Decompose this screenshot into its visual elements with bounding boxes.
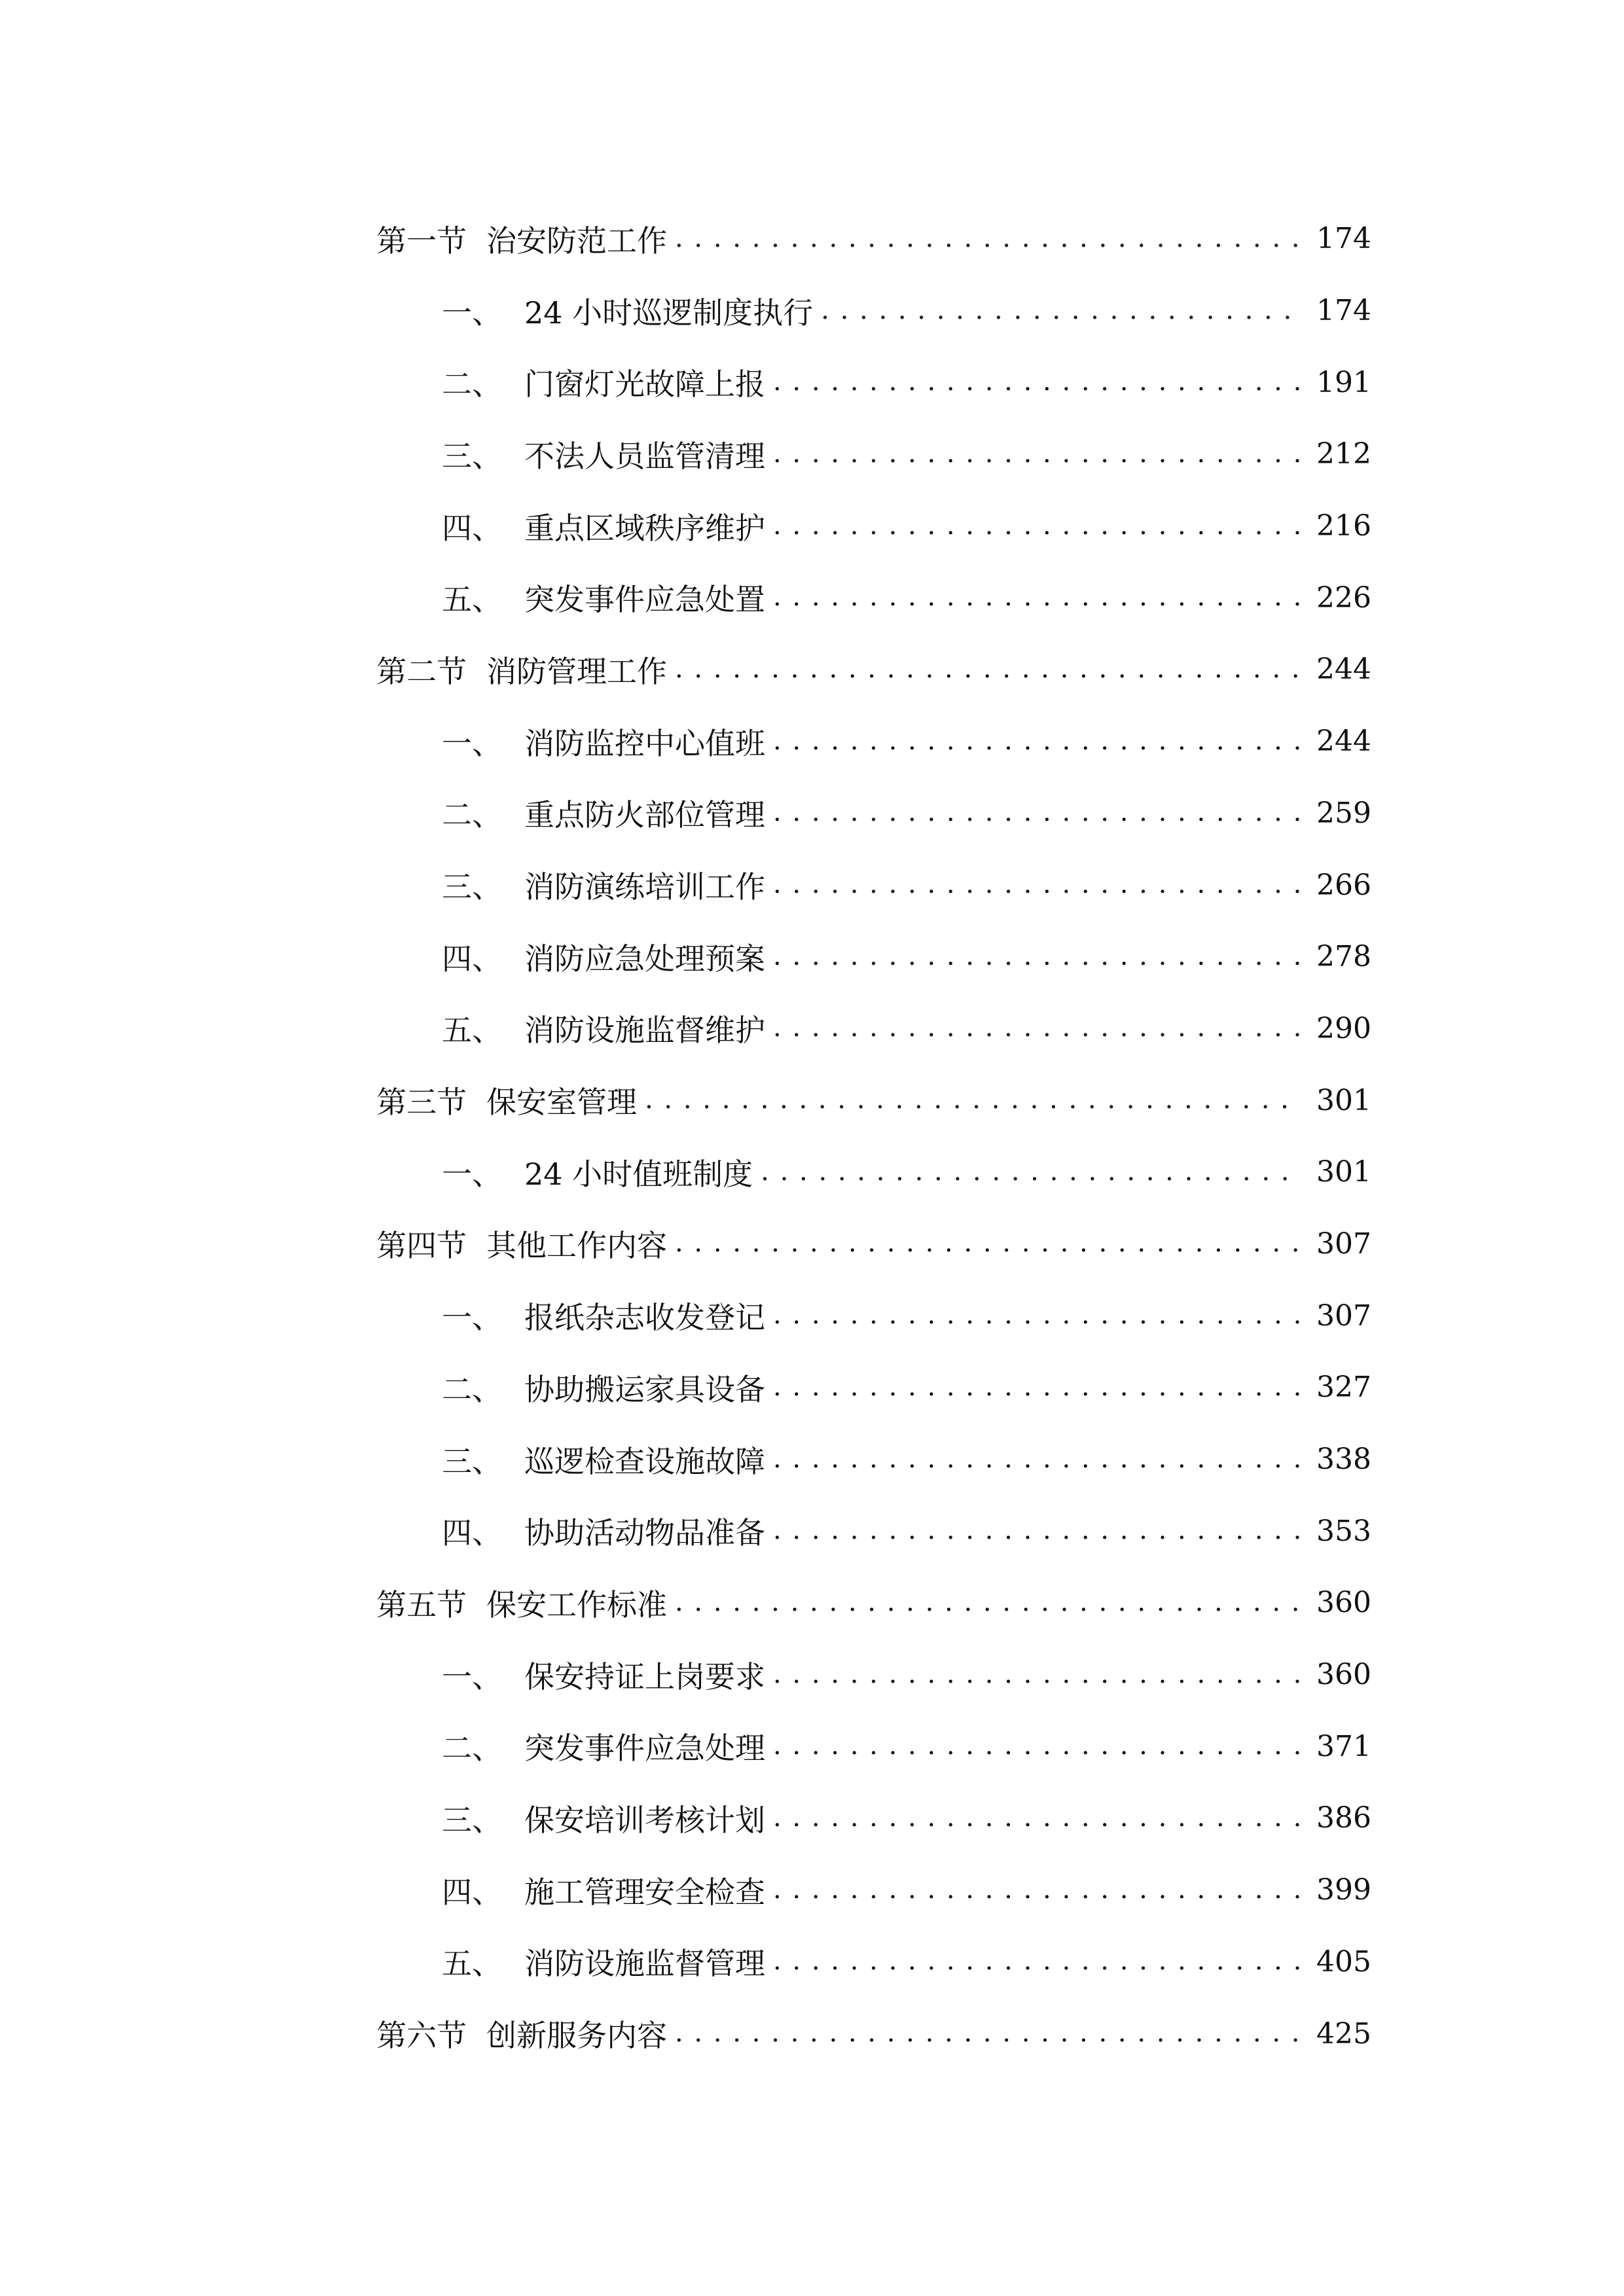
toc-item-number: 三、 — [442, 1802, 502, 1838]
toc-entry-title: 消防设施监督管理 — [524, 1946, 765, 1982]
toc-dot-leader — [773, 1660, 1302, 1690]
toc-page-number: 174 — [1316, 294, 1371, 328]
toc-item-number: 一、 — [442, 1659, 502, 1695]
toc-page-number: 386 — [1316, 1801, 1371, 1835]
toc-page-number: 301 — [1316, 1083, 1371, 1117]
toc-dot-leader — [773, 367, 1302, 397]
toc-page-number: 259 — [1316, 796, 1371, 830]
toc-section-number: 第二节 — [376, 653, 467, 689]
toc-page-number: 244 — [1316, 653, 1371, 687]
toc-entry-title: 协助活动物品准备 — [524, 1515, 765, 1551]
toc-subsection-entry[interactable] — [376, 993, 1371, 1065]
toc-page-number: 212 — [1316, 437, 1371, 471]
toc-page-number: 216 — [1316, 509, 1371, 543]
toc-dot-leader — [773, 439, 1302, 469]
toc-dot-leader — [675, 2018, 1302, 2049]
toc-section-entry[interactable] — [376, 634, 1371, 706]
toc-entry-title: 治安防范工作 — [486, 223, 667, 259]
toc-entry-title: 消防应急处理预案 — [524, 941, 765, 977]
toc-entry-title: 门窗灯光故障上报 — [524, 367, 765, 403]
toc-subsection-entry[interactable] — [376, 706, 1371, 778]
toc-subsection-entry[interactable] — [376, 1639, 1371, 1711]
toc-subsection-entry[interactable] — [376, 1926, 1371, 1998]
toc-entry-title: 消防管理工作 — [486, 653, 667, 689]
toc-page-number: 399 — [1316, 1873, 1371, 1907]
toc-entry-title: 保安室管理 — [486, 1085, 637, 1121]
toc-item-number: 一、 — [442, 1300, 502, 1336]
toc-subsection-entry[interactable] — [376, 490, 1371, 562]
toc-entry-title: 突发事件应急处理 — [524, 1731, 765, 1767]
toc-entry-title: 施工管理安全检查 — [524, 1874, 765, 1910]
toc-subsection-entry[interactable] — [376, 921, 1371, 993]
toc-subsection-entry[interactable] — [376, 1136, 1371, 1208]
toc-item-number: 三、 — [442, 1443, 502, 1479]
toc-item-number: 四、 — [442, 941, 502, 977]
toc-section-entry[interactable] — [376, 1998, 1371, 2070]
toc-section-number: 第六节 — [376, 2018, 467, 2054]
toc-page-number: 301 — [1316, 1155, 1371, 1189]
toc-dot-leader — [773, 1946, 1302, 1977]
toc-page-number: 338 — [1316, 1443, 1371, 1477]
toc-subsection-entry[interactable] — [376, 1782, 1371, 1854]
toc-subsection-entry[interactable] — [376, 418, 1371, 490]
toc-subsection-entry[interactable] — [376, 1424, 1371, 1496]
toc-entry-title: 报纸杂志收发登记 — [524, 1300, 765, 1336]
table-of-contents — [376, 203, 1371, 2070]
toc-entry-title: 创新服务内容 — [486, 2018, 667, 2054]
toc-section-entry[interactable] — [376, 1208, 1371, 1280]
toc-dot-leader — [761, 1157, 1302, 1187]
toc-subsection-entry[interactable] — [376, 1854, 1371, 1926]
toc-entry-title: 保安培训考核计划 — [524, 1802, 765, 1838]
toc-dot-leader — [773, 1444, 1302, 1475]
toc-page-number: 360 — [1316, 1658, 1371, 1692]
toc-entry-title: 24 小时巡逻制度执行 — [524, 295, 814, 331]
toc-dot-leader — [773, 583, 1302, 613]
toc-item-number: 一、 — [442, 295, 502, 331]
toc-dot-leader — [773, 870, 1302, 900]
toc-entry-title: 巡逻检查设施故障 — [524, 1443, 765, 1479]
toc-page-number: 371 — [1316, 1729, 1371, 1763]
toc-entry-title: 重点区域秩序维护 — [524, 510, 765, 546]
toc-entry-title: 突发事件应急处置 — [524, 582, 765, 618]
toc-item-number: 一、 — [442, 725, 502, 761]
toc-dot-leader — [773, 1013, 1302, 1043]
toc-section-entry[interactable] — [376, 1567, 1371, 1639]
toc-dot-leader — [773, 1300, 1302, 1331]
toc-subsection-entry[interactable] — [376, 346, 1371, 418]
toc-item-number: 二、 — [442, 797, 502, 833]
toc-subsection-entry[interactable] — [376, 1352, 1371, 1424]
toc-entry-title: 保安持证上岗要求 — [524, 1659, 765, 1695]
toc-dot-leader — [773, 1516, 1302, 1546]
toc-page-number: 191 — [1316, 365, 1371, 399]
toc-page-number: 327 — [1316, 1371, 1371, 1405]
toc-section-number: 第四节 — [376, 1228, 467, 1264]
toc-dot-leader — [821, 296, 1302, 326]
toc-subsection-entry[interactable] — [376, 849, 1371, 921]
toc-page-number: 266 — [1316, 868, 1371, 902]
toc-dot-leader — [773, 1731, 1302, 1761]
toc-dot-leader — [773, 511, 1302, 541]
toc-item-number: 五、 — [442, 582, 502, 618]
toc-page-number: 405 — [1316, 1945, 1371, 1979]
toc-entry-title: 不法人员监管清理 — [524, 438, 765, 474]
toc-entry-title: 消防演练培训工作 — [524, 869, 765, 905]
toc-dot-leader — [773, 798, 1302, 828]
toc-item-number: 五、 — [442, 1013, 502, 1049]
toc-item-number: 三、 — [442, 438, 502, 474]
toc-subsection-entry[interactable] — [376, 1710, 1371, 1782]
toc-section-number: 第五节 — [376, 1587, 467, 1623]
toc-section-entry[interactable] — [376, 1064, 1371, 1136]
toc-subsection-entry[interactable] — [376, 275, 1371, 347]
toc-item-number: 二、 — [442, 1731, 502, 1767]
toc-subsection-entry[interactable] — [376, 1280, 1371, 1352]
toc-dot-leader — [645, 1085, 1302, 1115]
toc-dot-leader — [773, 942, 1302, 972]
toc-item-number: 四、 — [442, 510, 502, 546]
toc-page-number: 353 — [1316, 1514, 1371, 1548]
toc-section-number: 第三节 — [376, 1085, 467, 1121]
toc-page-number: 174 — [1316, 222, 1371, 256]
toc-page-number: 290 — [1316, 1011, 1371, 1045]
toc-dot-leader — [773, 1875, 1302, 1905]
toc-subsection-entry[interactable] — [376, 778, 1371, 850]
toc-item-number: 三、 — [442, 869, 502, 905]
toc-dot-leader — [675, 1588, 1302, 1618]
toc-dot-leader — [773, 1372, 1302, 1403]
toc-dot-leader — [675, 224, 1302, 254]
toc-item-number: 五、 — [442, 1946, 502, 1982]
toc-dot-leader — [773, 726, 1302, 757]
toc-page-number: 360 — [1316, 1586, 1371, 1620]
toc-item-number: 四、 — [442, 1515, 502, 1551]
toc-entry-title: 消防设施监督维护 — [524, 1013, 765, 1049]
toc-item-number: 二、 — [442, 367, 502, 403]
toc-dot-leader — [675, 1229, 1302, 1259]
toc-page-number: 226 — [1316, 581, 1371, 615]
toc-entry-title: 重点防火部位管理 — [524, 797, 765, 833]
toc-dot-leader — [675, 655, 1302, 685]
toc-page-number: 244 — [1316, 725, 1371, 759]
toc-item-number: 二、 — [442, 1371, 502, 1407]
toc-subsection-entry[interactable] — [376, 562, 1371, 634]
toc-entry-title: 协助搬运家具设备 — [524, 1371, 765, 1407]
toc-dot-leader — [773, 1803, 1302, 1833]
toc-entry-title: 消防监控中心值班 — [524, 725, 765, 761]
toc-entry-title: 其他工作内容 — [486, 1228, 667, 1264]
toc-entry-title: 保安工作标准 — [486, 1587, 667, 1623]
toc-subsection-entry[interactable] — [376, 1495, 1371, 1567]
toc-section-entry[interactable] — [376, 203, 1371, 275]
toc-page-number: 278 — [1316, 940, 1371, 974]
toc-section-number: 第一节 — [376, 223, 467, 259]
toc-item-number: 四、 — [442, 1874, 502, 1910]
toc-entry-title: 24 小时值班制度 — [524, 1156, 753, 1192]
toc-page-number: 425 — [1316, 2017, 1371, 2051]
toc-page-number: 307 — [1316, 1299, 1371, 1333]
toc-page-number: 307 — [1316, 1227, 1371, 1261]
toc-item-number: 一、 — [442, 1156, 502, 1192]
